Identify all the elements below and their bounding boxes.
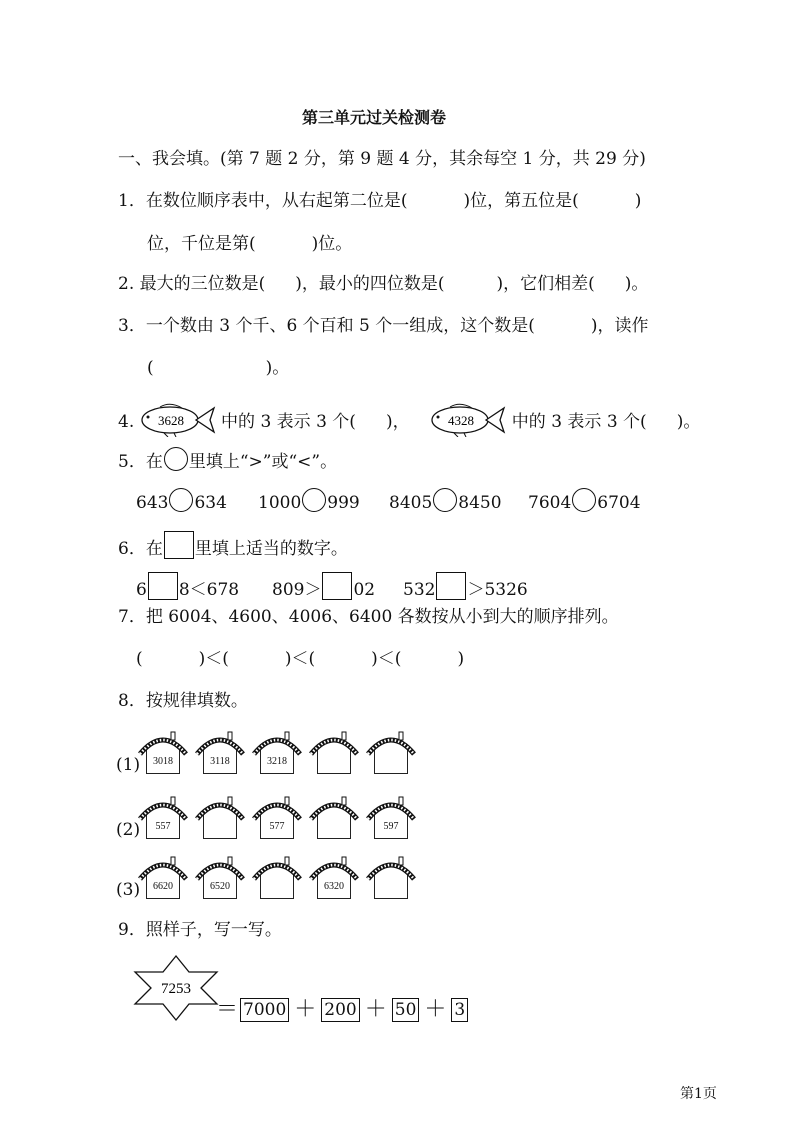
- digit-right: 8＜678: [178, 580, 240, 600]
- digit-left: 809＞: [272, 580, 322, 600]
- section-heading: 一、我会填。(第 7 题 2 分，第 9 题 4 分，其余每空 1 分，共 29 分): [118, 149, 646, 169]
- place-value-box: 3: [451, 998, 468, 1022]
- order-answer: [136, 651, 464, 668]
- place-value-box: 200: [321, 998, 359, 1022]
- house-icon: [138, 730, 188, 778]
- compare-circle[interactable]: [572, 488, 596, 512]
- question-6: [118, 531, 348, 559]
- place-value-box: 7000: [240, 998, 289, 1022]
- fish-icon: [430, 403, 506, 441]
- star-number: 7253: [161, 981, 191, 997]
- digit-box[interactable]: [436, 572, 466, 600]
- compare-right: 634: [194, 493, 227, 513]
- q1-text-b: )位，第五位是(: [463, 191, 579, 211]
- question-1-line-2: [147, 236, 352, 253]
- question-9: 9．照样子，写一写。: [118, 920, 282, 940]
- roof-icon: [195, 795, 245, 826]
- q4-text-c: 中的 3 表示 3 个(: [511, 412, 647, 432]
- decomposition: [216, 998, 468, 1022]
- compare-left: 7604: [528, 493, 572, 513]
- question-5: [118, 447, 337, 471]
- square-blank-icon: [164, 531, 194, 559]
- q3-text-b: )，读作: [590, 316, 649, 336]
- compare-circle[interactable]: [169, 488, 193, 512]
- roof-icon: [309, 730, 359, 761]
- row-label: (3): [116, 880, 141, 900]
- question-2: [118, 276, 648, 293]
- house-icon: [138, 855, 188, 903]
- question-4: [118, 403, 700, 441]
- house-number: 3018: [146, 750, 180, 774]
- circle-blank-icon: [164, 447, 188, 471]
- digit-box[interactable]: [322, 572, 352, 600]
- roof-icon: [252, 795, 302, 826]
- q4-number: 4.: [118, 412, 135, 432]
- compare-right: 999: [327, 493, 360, 513]
- compare-right: 6704: [597, 493, 641, 513]
- fish-icon: [140, 403, 216, 441]
- paren: )＜(: [284, 649, 316, 669]
- compare-left: 1000: [258, 493, 302, 513]
- fish-number-1: 3628: [157, 413, 184, 428]
- paren: )＜(: [371, 649, 402, 669]
- house-icon[interactable]: [252, 855, 302, 903]
- digit-item-3: [403, 572, 528, 600]
- q6-text-a: 6．在: [118, 539, 163, 559]
- house-icon: [195, 730, 245, 778]
- roof-icon: [138, 855, 188, 886]
- fish-number-2: 4328: [448, 413, 475, 428]
- house-icon: [309, 855, 359, 903]
- page-title: 第三单元过关检测卷: [302, 108, 447, 127]
- q4-text-b: )，: [385, 412, 410, 432]
- roof-icon: [195, 730, 245, 761]
- house-icon[interactable]: [309, 795, 359, 843]
- compare-item-3: [389, 488, 502, 512]
- house-number: 597: [374, 815, 408, 839]
- house-icon: [252, 795, 302, 843]
- house-icon[interactable]: [309, 730, 359, 778]
- digit-left: 6: [136, 580, 147, 600]
- question-7: 7．把 6004、4600、4006、6400 各数按从小到大的顺序排列。: [118, 607, 619, 627]
- roof-icon: [252, 730, 302, 761]
- roof-icon: [366, 855, 416, 886]
- q1-text-d: 位，千位是第(: [147, 234, 256, 254]
- question-3-line-2: [147, 360, 289, 377]
- house-icon[interactable]: [366, 730, 416, 778]
- place-value-box: 50: [392, 998, 420, 1022]
- digit-right: 02: [353, 580, 376, 600]
- q4-text-d: )。: [676, 412, 701, 432]
- house-number: 577: [260, 815, 294, 839]
- q2-text-a: 2. 最大的三位数是(: [118, 274, 266, 294]
- roof-icon: [195, 855, 245, 886]
- house-number: 6320: [317, 875, 351, 899]
- house-icon: [366, 795, 416, 843]
- compare-circle[interactable]: [433, 488, 457, 512]
- q6-text-b: 里填上适当的数字。: [194, 539, 348, 559]
- paren: )＜(: [198, 649, 229, 669]
- house-icon[interactable]: [366, 855, 416, 903]
- digit-box[interactable]: [148, 572, 178, 600]
- compare-item-2: [258, 488, 360, 512]
- compare-left: 643: [136, 493, 169, 513]
- q1-text-c: ): [634, 191, 642, 211]
- equals-sign: ＝: [216, 997, 239, 1022]
- plus-sign: ＋: [294, 997, 317, 1022]
- page-number: 第1页: [680, 1086, 717, 1102]
- question-3-line-1: [118, 318, 649, 335]
- digit-left: 532: [403, 580, 436, 600]
- roof-icon: [309, 855, 359, 886]
- compare-item-4: [528, 488, 641, 512]
- q3-text-a: 3．一个数由 3 个千、6 个百和 5 个一组成，这个数是(: [118, 316, 535, 336]
- q1-text-a: 1．在数位顺序表中，从右起第二位是(: [118, 191, 408, 211]
- house-icon: [138, 795, 188, 843]
- roof-icon: [138, 795, 188, 826]
- house-number: 557: [146, 815, 180, 839]
- digit-item-1: [136, 572, 239, 600]
- q3-text-c: (: [147, 358, 154, 378]
- house-icon[interactable]: [195, 795, 245, 843]
- star-icon: [133, 954, 219, 1026]
- roof-icon: [366, 730, 416, 761]
- paren: (: [136, 649, 143, 669]
- house-number: 6520: [203, 875, 237, 899]
- q2-text-c: )，它们相差(: [496, 274, 595, 294]
- digit-item-2: [272, 572, 375, 600]
- plus-sign: ＋: [364, 997, 387, 1022]
- q1-text-e: )位。: [311, 234, 353, 254]
- q4-text-a: 中的 3 表示 3 个(: [221, 412, 356, 432]
- roof-icon: [138, 730, 188, 761]
- house-icon: [195, 855, 245, 903]
- compare-left: 8405: [389, 493, 433, 513]
- question-1-line-1: [118, 193, 641, 210]
- q2-text-d: )。: [624, 274, 649, 294]
- roof-icon: [252, 855, 302, 886]
- paren: ): [457, 649, 465, 669]
- digit-right: ＞5326: [467, 580, 528, 600]
- question-8: 8．按规律填数。: [118, 691, 248, 711]
- q3-text-d: )。: [265, 358, 290, 378]
- house-number: 3118: [203, 750, 237, 774]
- house-number: 3218: [260, 750, 294, 774]
- plus-sign: ＋: [424, 997, 447, 1022]
- row-label: (2): [116, 820, 141, 840]
- compare-right: 8450: [458, 493, 502, 513]
- compare-circle[interactable]: [302, 488, 326, 512]
- house-icon: [252, 730, 302, 778]
- house-number: 6620: [146, 875, 180, 899]
- roof-icon: [366, 795, 416, 826]
- row-label: (1): [116, 755, 141, 775]
- compare-item-1: [136, 488, 227, 512]
- roof-icon: [309, 795, 359, 826]
- q5-text-b: 里填上“>”或“<”。: [188, 452, 338, 472]
- q2-text-b: )，最小的四位数是(: [295, 274, 445, 294]
- q5-text-a: 5．在: [118, 452, 163, 472]
